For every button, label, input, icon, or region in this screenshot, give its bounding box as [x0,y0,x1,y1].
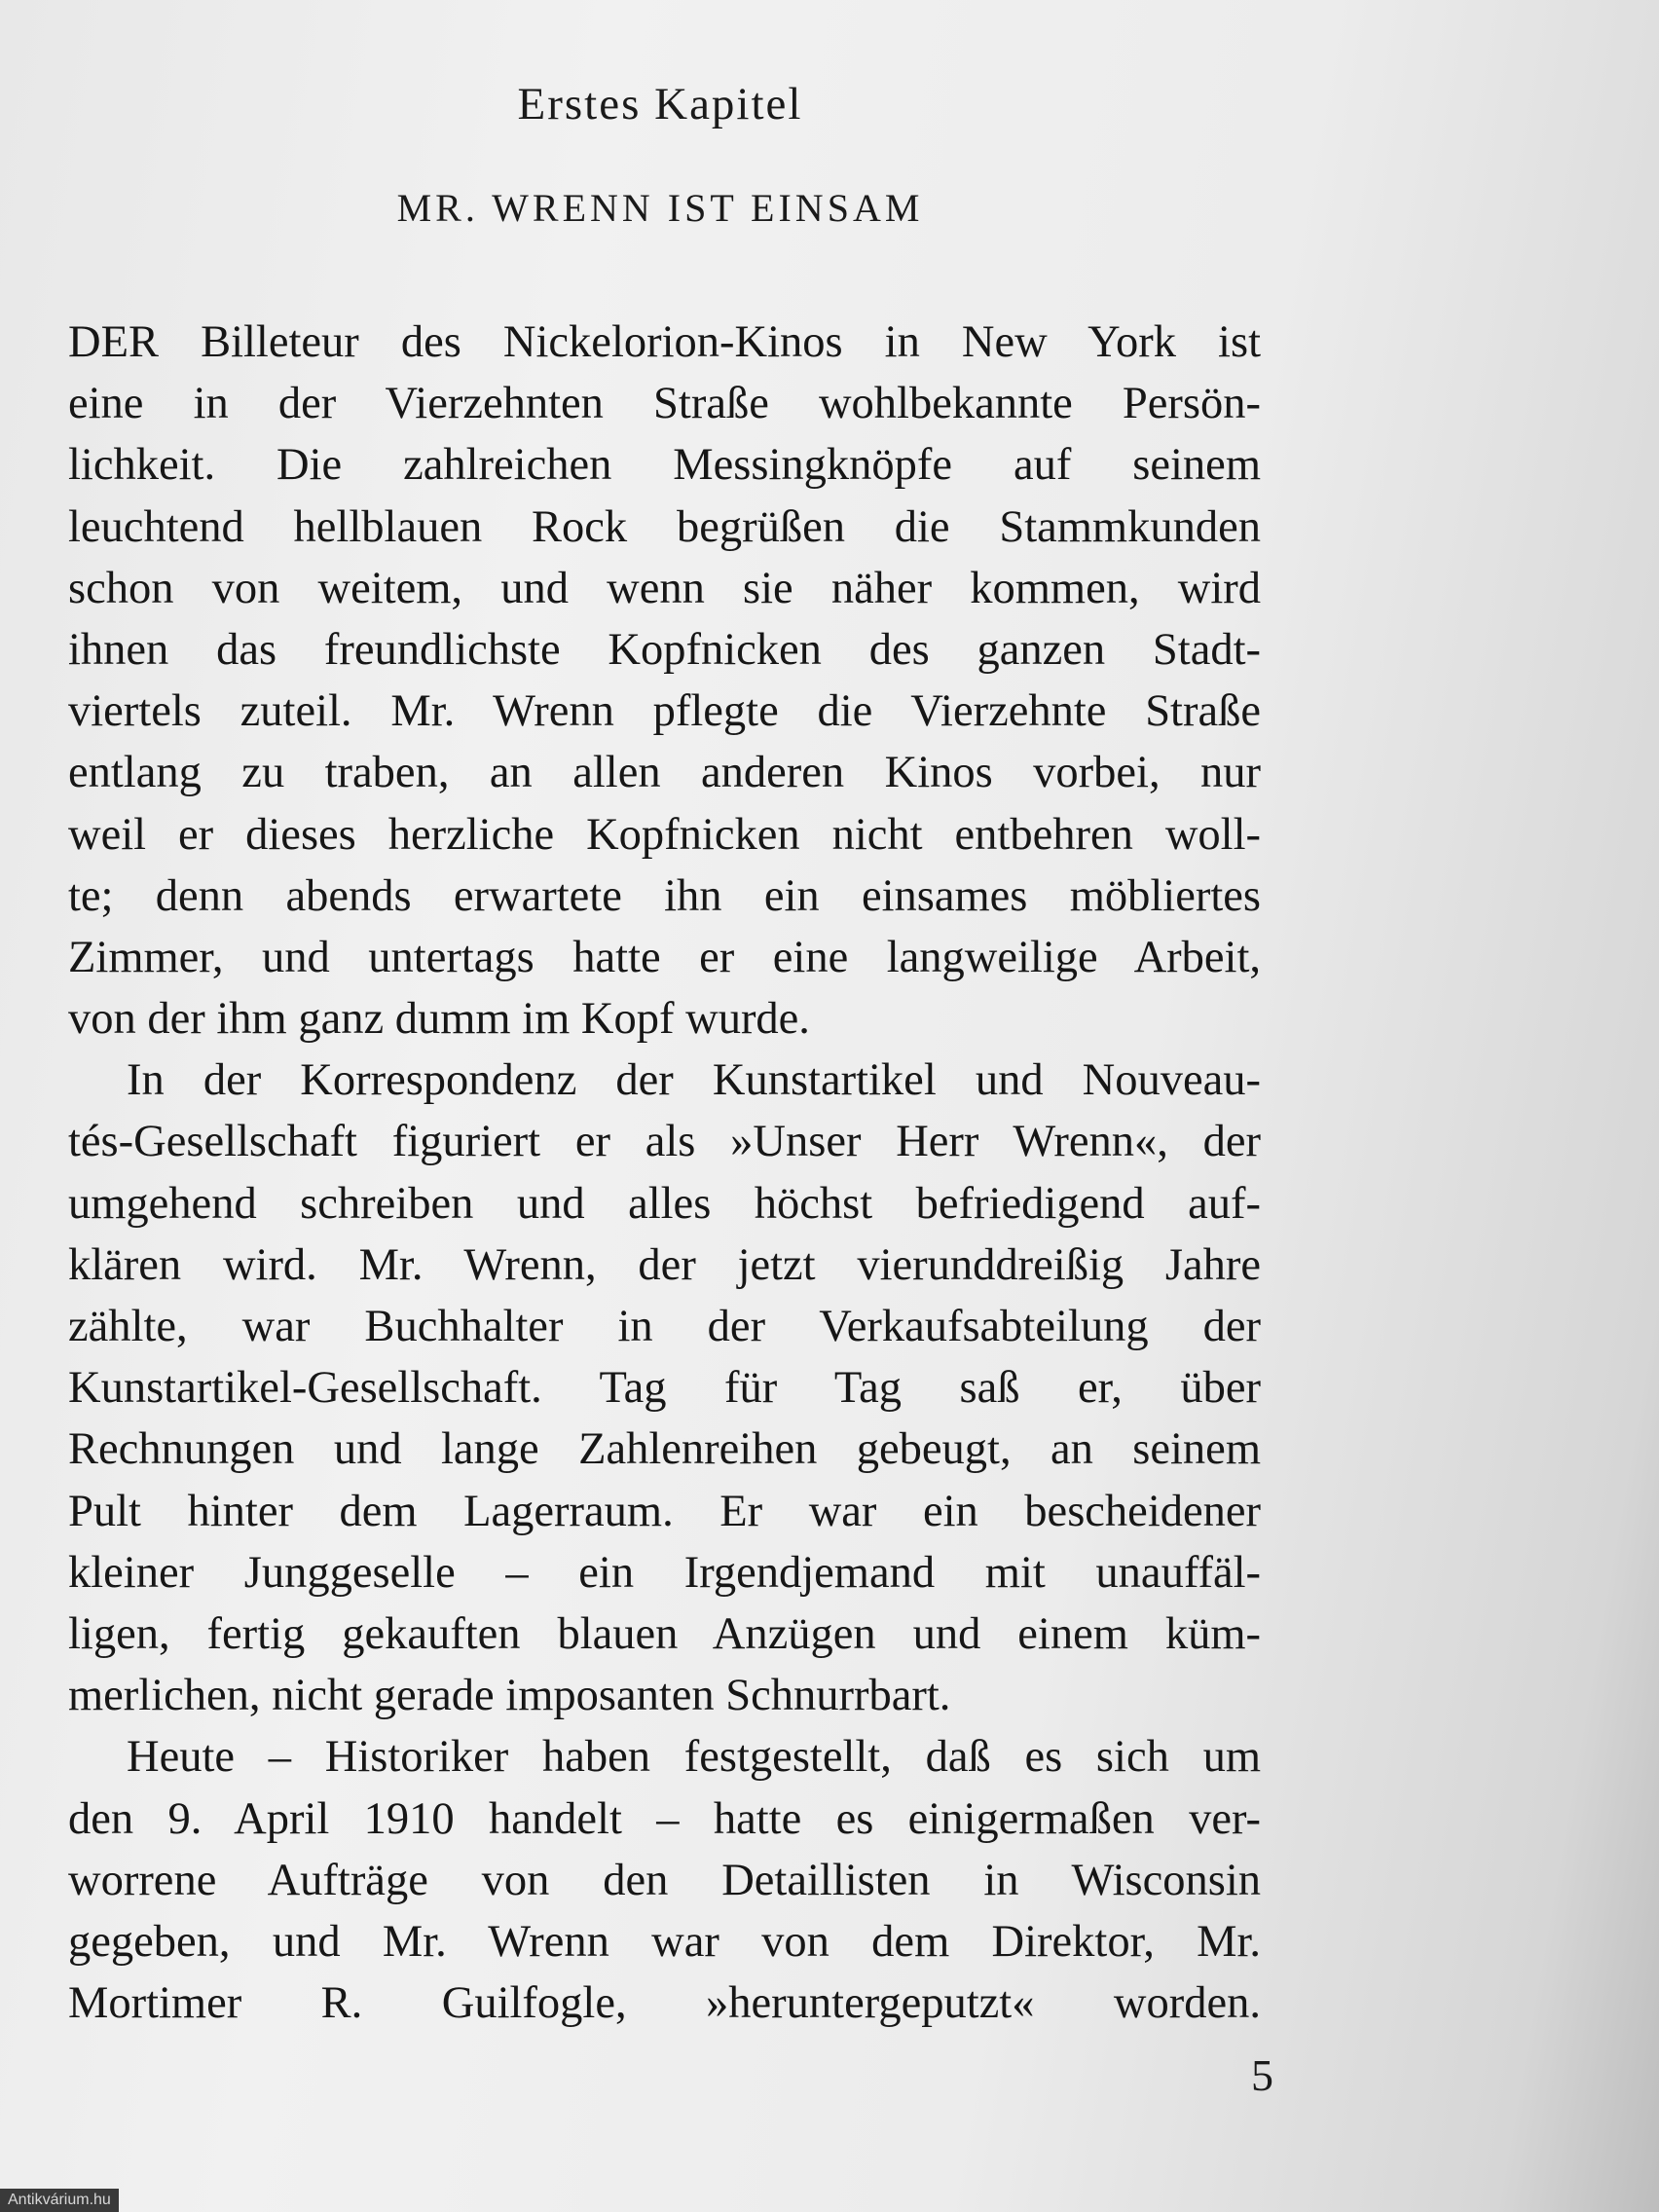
text-line: lichkeit. Die zahlreichen Messingknöpfe auf seinem [68,440,1261,491]
text-line: Mortimer R. Guilfogle, »heruntergeputzt« worden. [68,1978,1261,2029]
text-line: Zimmer, und untertags hatte er eine langweilige Arbeit, [68,932,1261,982]
text-line: worrene Aufträge von den Detaillisten in Wisconsin [68,1855,1261,1905]
text-line: eine in der Vierzehnten Straße wohlbekannte Persön- [68,379,1261,429]
text-line: entlang zu traben, an allen anderen Kinos vorbei, nur [68,748,1261,798]
text-line: ihnen das freundlichste Kopfnicken des ganzen Stadt- [68,624,1261,675]
text-line: tés-Gesellschaft figuriert er als »Unser Herr Wrenn«, der [68,1117,1261,1167]
text-line: te; denn abends erwartete ihn ein einsames möbliertes [68,870,1261,921]
text-line: gegeben, und Mr. Wrenn war von dem Direktor, Mr. [68,1916,1261,1967]
text-line: ligen, fertig gekauften blauen Anzügen und einem küm- [68,1608,1261,1659]
body-text [68,312,1261,2034]
text-line: Rechnungen und lange Zahlenreihen gebeugt, an seinem [68,1424,1261,1475]
text-line: Pult hinter dem Lagerraum. Er war ein bescheidener [68,1486,1261,1536]
text-line: DER Billeteur des Nickelorion-Kinos in New York ist [68,317,1261,367]
text-line: weil er dieses herzliche Kopfnicken nicht entbehren woll- [68,809,1261,860]
text-line: kleiner Junggeselle – ein Irgendjemand mit unauffäl- [68,1547,1261,1598]
chapter-number: Erstes Kapitel [517,79,803,129]
text-line: Heute – Historiker haben festgestellt, daß es sich um [127,1732,1261,1783]
text-line: den 9. April 1910 handelt – hatte es einigermaßen ver- [68,1793,1261,1844]
text-line: klären wird. Mr. Wrenn, der jetzt vierunddreißig Jahre [68,1239,1261,1290]
text-line: umgehend schreiben und alles höchst befriedigend auf- [68,1178,1261,1229]
text-line: zählte, war Buchhalter in der Verkaufsabteilung der [68,1302,1261,1351]
text-line: viertels zuteil. Mr. Wrenn pflegte die Vierzehnte Straße [68,686,1261,737]
text-line: merlichen, nicht gerade imposanten Schnurrbart. [68,1671,951,1721]
text-line: schon von weitem, und wenn sie näher kommen, wird [68,563,1261,613]
text-line: In der Korrespondenz der Kunstartikel und Nouveau- [127,1055,1261,1106]
page-number: 5 [1251,2050,1273,2100]
text-line: leuchtend hellblauen Rock begrüßen die Stammkunden [68,501,1261,552]
text-line: von der ihm ganz dumm im Kopf wurde. [68,994,810,1045]
chapter-title: MR. WRENN IST EINSAM [396,186,924,230]
text-line: Kunstartikel-Gesellschaft. Tag für Tag saß er, über [68,1363,1261,1414]
watermark: Antikvárium.hu [0,2189,119,2212]
